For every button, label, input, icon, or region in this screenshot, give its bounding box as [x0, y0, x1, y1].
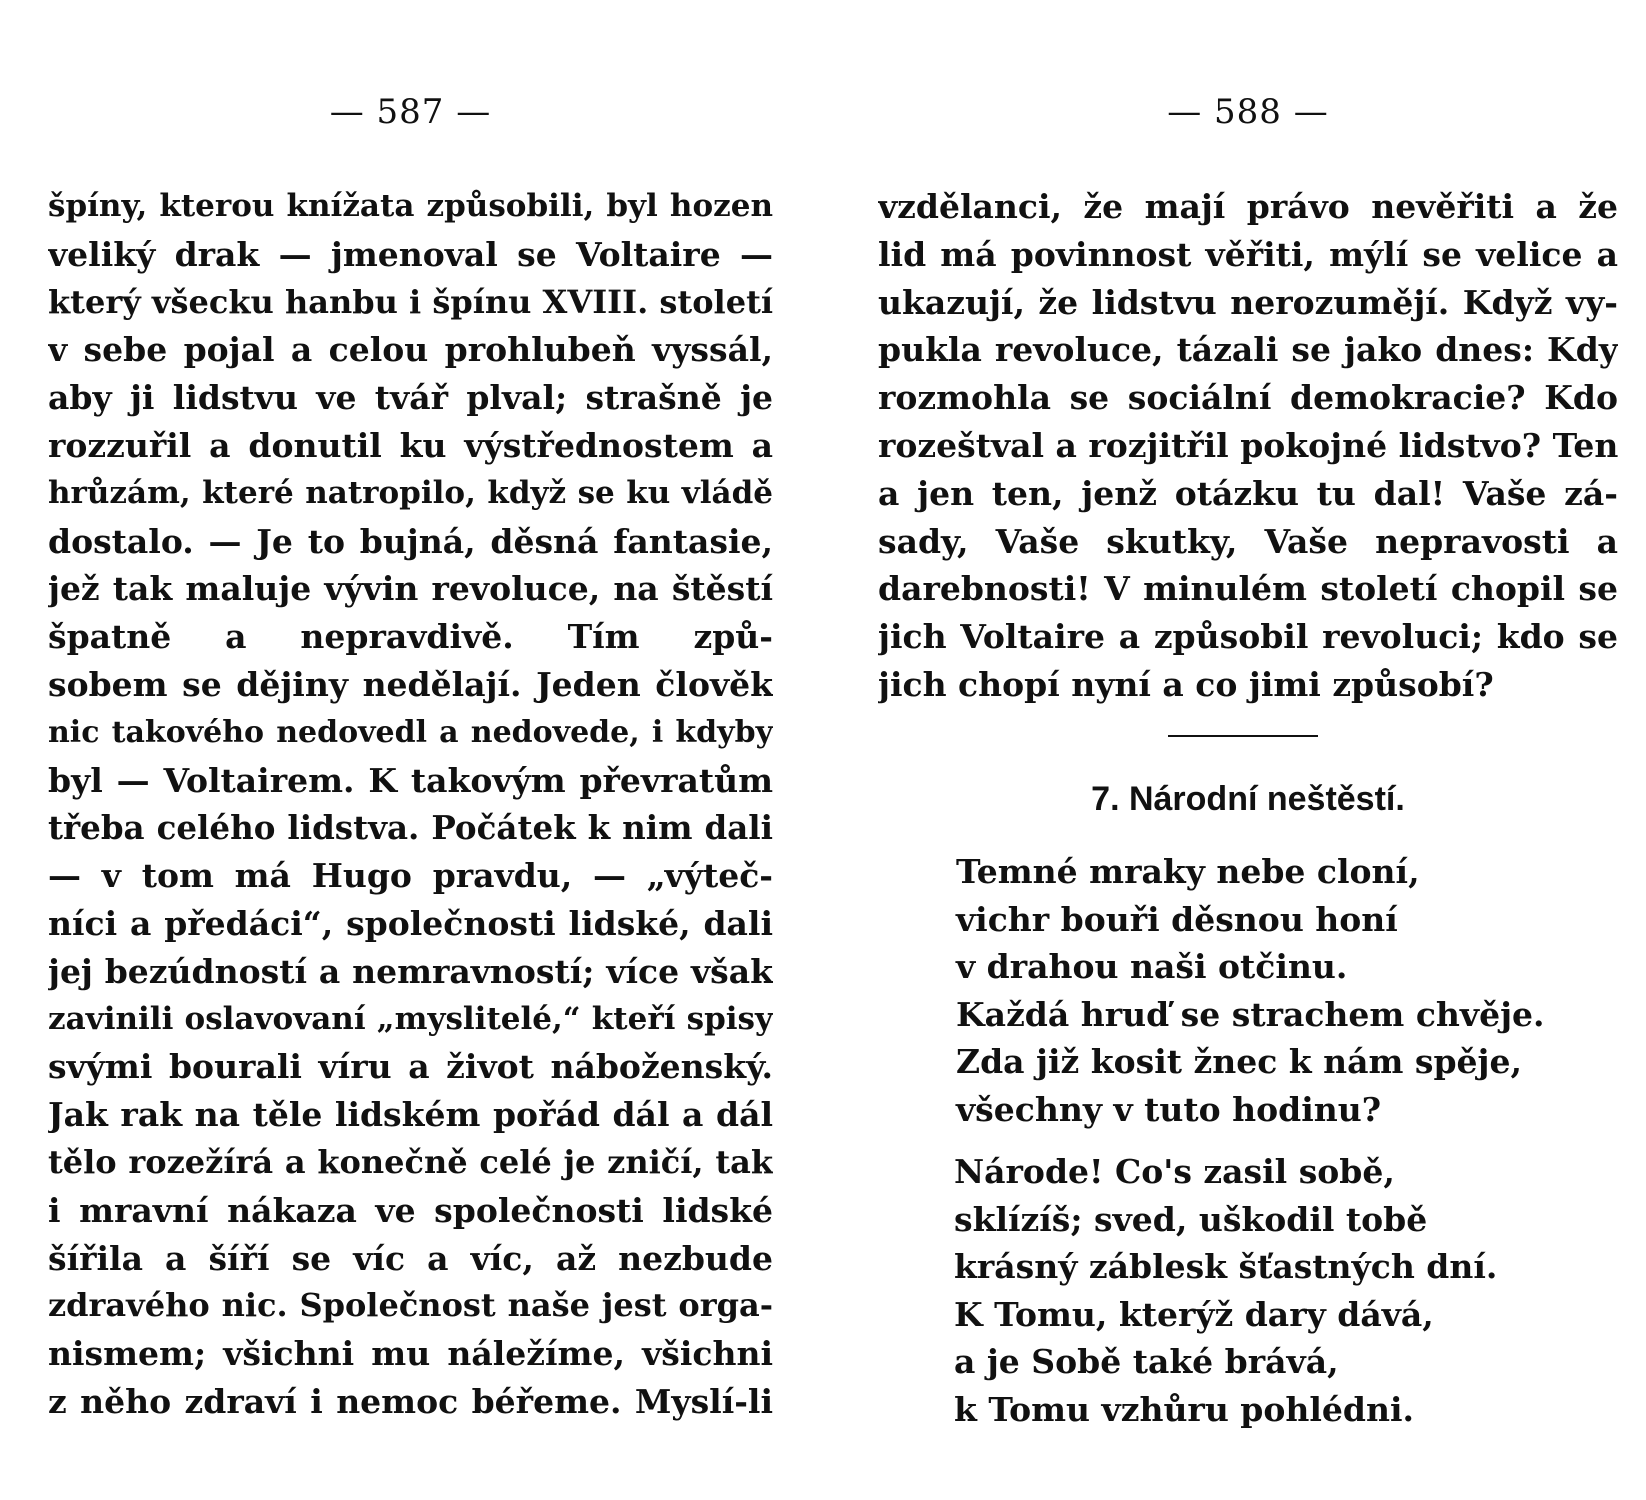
text-line: rozzuřil a donutil ku výstřednostem a [48, 425, 773, 465]
section-divider [1168, 735, 1318, 737]
text-line: sobem se dějiny nedělají. Jeden člověk [48, 664, 773, 704]
right-page [878, 0, 1618, 1500]
text-line: jež tak maluje vývin revoluce, na štěstí [48, 569, 773, 609]
poem-line: vichr bouři děsnou honí [956, 899, 1398, 939]
text-line: a jen ten, jenž otázku tu dal! Vaše zá- [878, 473, 1618, 513]
poem-stanza-1 [956, 848, 1616, 1133]
text-line-spaced: špatně a nepravdivě. Tím způ- [48, 617, 773, 657]
text-line: ukazují, že lidstvu nerozumějí. Když vy- [878, 282, 1618, 322]
text-line: vzdělanci, že mají právo nevěřiti a že [878, 187, 1618, 226]
text-line: nismem; všichni mu náležíme, všichni [48, 1334, 773, 1374]
text-line: jej bezúdností a nemravností; více však [48, 951, 773, 991]
left-page-body [48, 183, 773, 1426]
poem-line: v drahou naši otčinu. [956, 947, 1348, 986]
text-line: aby ji lidstvu ve tvář plval; strašně je [48, 378, 773, 418]
poem-line: všechny v tuto hodinu? [956, 1089, 1382, 1129]
poem-line: Každá hruď se strachem chvěje. [956, 994, 1545, 1034]
text-line: zdravého nic. Společnost naše jest orga- [48, 1286, 773, 1325]
poem-line: Temné mraky nebe cloní, [956, 852, 1420, 891]
text-line: i mravní nákaza ve společnosti lidské [48, 1190, 773, 1230]
text-line: Jak rak na těle lidském pořád dál a dál [48, 1095, 773, 1135]
poem-line: krásný záblesk šťastných dní. [954, 1247, 1498, 1286]
poem-line: a je Sobě také brává, [954, 1342, 1339, 1381]
text-line: pukla revoluce, tázali se jako dnes: Kdy [878, 330, 1618, 370]
text-line: sady, Vaše skutky, Vaše nepravosti a [878, 521, 1618, 561]
text-line: — v tom má Hugo pravdu, — „výteč- [48, 856, 773, 896]
text-line: z něho zdraví i nemoc béřeme. Myslí-li [48, 1381, 773, 1421]
text-line: třeba celého lidstva. Počátek k nim dali [48, 808, 773, 848]
text-line: špíny, kterou knížata způsobili, byl hozen [48, 188, 773, 224]
left-page [48, 0, 773, 1500]
text-line: dostalo. — Je to bujná, děsná fantasie, [48, 521, 773, 561]
text-line: rozmohla se sociální demokracie? Kdo [878, 378, 1618, 418]
text-line: svými bourali víru a život náboženský. [48, 1047, 773, 1087]
page-number-right: — 588 — [1167, 92, 1329, 132]
poem-line: Národe! Co's zasil sobě, [954, 1152, 1395, 1191]
poem-line: sklízíš; sved, uškodil tobě [954, 1199, 1428, 1239]
right-page-body [878, 183, 1618, 709]
poem-line: K Tomu, kterýž dary dává, [954, 1294, 1434, 1334]
text-line: jich chopí nyní a co jimi způsobí? [878, 664, 1494, 704]
poem-stanza-2 [954, 1148, 1614, 1433]
text-line: darebnosti! V minulém století chopil se [878, 569, 1618, 609]
section-heading: 7. Národní neštěstí. [1091, 780, 1405, 818]
text-line: v sebe pojal a celou prohlubeň vyssál, [48, 330, 773, 370]
poem-line: k Tomu vzhůru pohlédni. [954, 1389, 1415, 1429]
page-number-left: — 587 — [329, 92, 492, 132]
text-line: byl — Voltairem. K takovým převratům [48, 760, 773, 800]
text-line: tělo rozežírá a konečně celé je zničí, tak [48, 1142, 773, 1181]
text-line: níci a předáci“, společnosti lidské, dali [48, 903, 773, 943]
text-line: rozeštval a rozjitřil pokojné lidstvo? Ten [878, 425, 1618, 465]
poem-line: Zda již kosit žnec k nám spěje, [956, 1042, 1522, 1081]
text-line: šířila a šíří se víc a víc, až nezbude [48, 1238, 773, 1278]
text-line: zavinili oslavovaní „myslitelé,“ kteří spisy [48, 1000, 773, 1037]
text-line: nic takového nedovedl a nedovede, i kdyby [48, 714, 773, 750]
text-line: lid má povinnost věřiti, mýlí se velice a [878, 234, 1618, 274]
text-line: který všecku hanbu i špínu XVIII. století [48, 282, 773, 321]
text-line: veliký drak — jmenoval se Voltaire — [48, 234, 773, 274]
text-line: hrůzám, které natropilo, když se ku vládě [48, 474, 773, 511]
text-line: jich Voltaire a způsobil revoluci; kdo se [878, 617, 1618, 657]
